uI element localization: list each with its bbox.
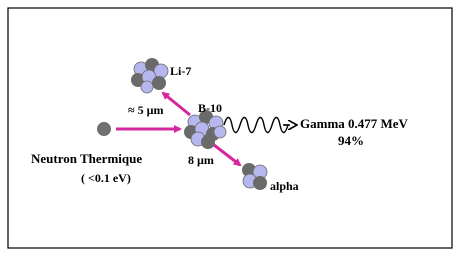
gamma-percent-label: 94% <box>338 133 364 148</box>
alpha-label: alpha <box>270 179 299 193</box>
neutron-title-label: Neutron Thermique <box>31 151 143 166</box>
alpha-particle <box>242 163 267 190</box>
neutron-particle <box>97 122 111 136</box>
li7-distance-label: ≈ 5 µm <box>128 103 164 117</box>
neutron-energy-label: ( <0.1 eV) <box>81 171 131 185</box>
alpha-distance-label: 8 µm <box>188 153 214 167</box>
gamma-energy-label: Gamma 0.477 MeV <box>300 116 408 131</box>
li7-label: Li-7 <box>170 64 192 78</box>
b10-label: B-10 <box>198 101 222 115</box>
